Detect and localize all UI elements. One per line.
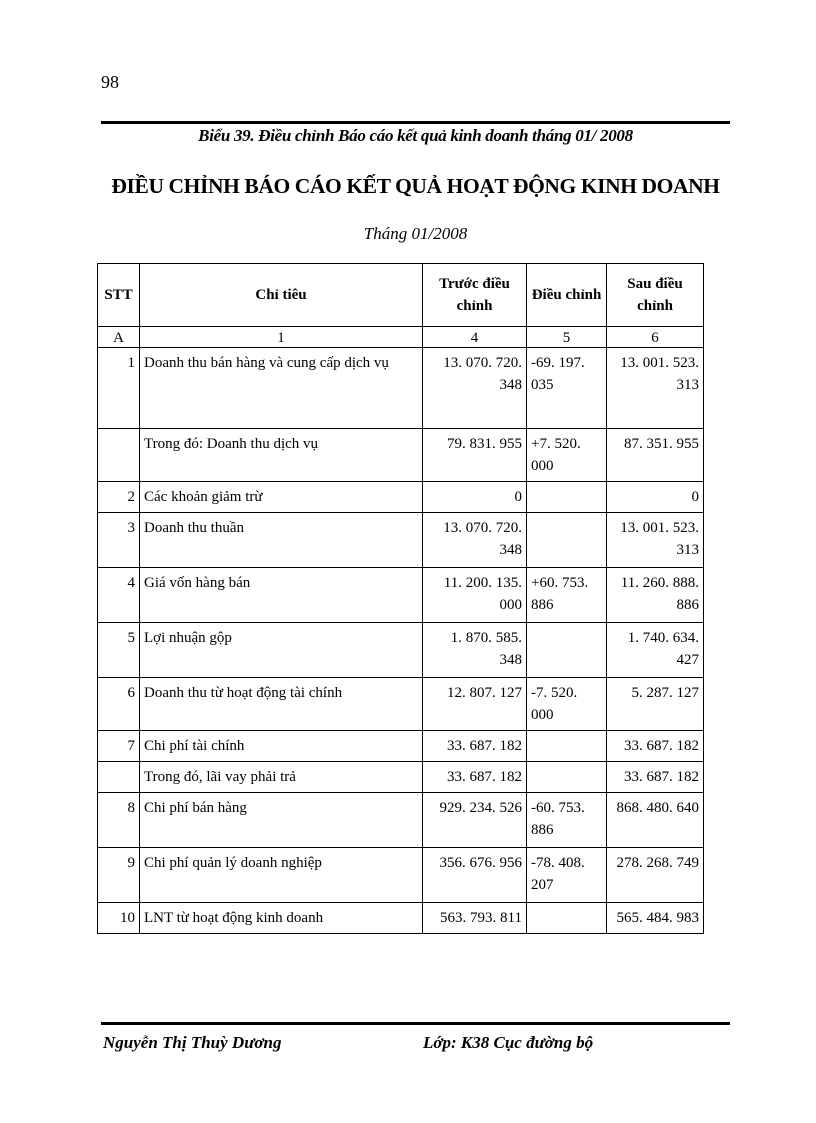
column-number: 1 [140,327,423,348]
row-indicator-cell: Trong đó, lãi vay phải trả [140,762,423,793]
table-row [98,793,704,848]
bottom-divider [101,1022,730,1025]
row-before-cell: 0 [423,482,527,513]
row-after-cell: 33. 687. 182 [607,762,704,793]
row-after-cell: 5. 287. 127 [607,678,704,731]
top-divider [101,121,730,124]
row-before-cell: 79. 831. 955 [423,429,527,482]
table-row [98,568,704,623]
row-after-cell: 33. 687. 182 [607,731,704,762]
row-indicator-cell: Doanh thu bán hàng và cung cấp dịch vụ [140,348,423,429]
table-row [98,678,704,731]
row-before-cell: 563. 793. 811 [423,903,527,934]
column-number: 5 [527,327,607,348]
row-stt-cell [98,429,140,482]
row-stt-cell: 4 [98,568,140,623]
row-indicator-cell: Chi phí quản lý doanh nghiệp [140,848,423,903]
row-adjustment-cell: +7. 520. 000 [527,429,607,482]
row-indicator-cell: LNT từ hoạt động kinh doanh [140,903,423,934]
column-number: A [98,327,140,348]
row-adjustment-cell [527,731,607,762]
table-row [98,623,704,678]
row-stt-cell [98,762,140,793]
row-stt-cell: 3 [98,513,140,568]
row-indicator-cell: Trong đó: Doanh thu dịch vụ [140,429,423,482]
row-adjustment-cell [527,623,607,678]
row-stt-cell: 8 [98,793,140,848]
row-stt-cell: 9 [98,848,140,903]
header-before-adjustment: Trước điều chỉnh [423,264,527,327]
row-indicator-cell: Doanh thu thuần [140,513,423,568]
row-adjustment-cell: -78. 408. 207 [527,848,607,903]
row-before-cell: 13. 070. 720. 348 [423,513,527,568]
row-after-cell: 868. 480. 640 [607,793,704,848]
row-before-cell: 12. 807. 127 [423,678,527,731]
header-indicator: Chỉ tiêu [140,264,423,327]
row-indicator-cell: Chi phí bán hàng [140,793,423,848]
table-row [98,482,704,513]
row-stt-cell: 5 [98,623,140,678]
row-adjustment-cell [527,513,607,568]
header-adjustment: Điều chỉnh [527,264,607,327]
table-row [98,731,704,762]
row-after-cell: 87. 351. 955 [607,429,704,482]
header-after-adjustment: Sau điều chỉnh [607,264,704,327]
footer-class: Lớp: K38 Cục đường bộ [423,1033,594,1052]
row-after-cell: 565. 484. 983 [607,903,704,934]
row-after-cell: 13. 001. 523. 313 [607,513,704,568]
column-number: 6 [607,327,704,348]
row-after-cell: 11. 260. 888. 886 [607,568,704,623]
row-after-cell: 278. 268. 749 [607,848,704,903]
row-indicator-cell: Doanh thu từ hoạt động tài chính [140,678,423,731]
report-table [97,263,704,934]
row-before-cell: 33. 687. 182 [423,731,527,762]
row-adjustment-cell: -7. 520. 000 [527,678,607,731]
row-indicator-cell: Các khoản giảm trừ [140,482,423,513]
column-number: 4 [423,327,527,348]
row-adjustment-cell [527,482,607,513]
table-body [98,348,704,934]
report-period: Tháng 01/2008 [363,224,468,243]
row-stt-cell: 6 [98,678,140,731]
row-before-cell: 11. 200. 135. 000 [423,568,527,623]
row-adjustment-cell: -60. 753. 886 [527,793,607,848]
footer-author: Nguyễn Thị Thuỳ Dương [103,1033,282,1052]
table-row [98,848,704,903]
table-row [98,348,704,429]
report-title: ĐIỀU CHỈNH BÁO CÁO KẾT QUẢ HOẠT ĐỘNG KINH DOANH [111,174,720,198]
table-row [98,762,704,793]
row-stt-cell: 10 [98,903,140,934]
column-number-row [98,327,704,348]
row-indicator-cell: Lợi nhuận gộp [140,623,423,678]
row-stt-cell: 7 [98,731,140,762]
header-stt: STT [98,264,140,327]
row-adjustment-cell [527,762,607,793]
table-row [98,903,704,934]
row-before-cell: 1. 870. 585. 348 [423,623,527,678]
row-adjustment-cell [527,903,607,934]
table-row [98,513,704,568]
row-indicator-cell: Chi phí tài chính [140,731,423,762]
row-before-cell: 13. 070. 720. 348 [423,348,527,429]
row-adjustment-cell: +60. 753. 886 [527,568,607,623]
table-caption: Biểu 39. Điều chỉnh Báo cáo kết quả kinh doanh tháng 01/ 2008 [198,126,633,145]
row-before-cell: 356. 676. 956 [423,848,527,903]
table-row [98,429,704,482]
row-stt-cell: 1 [98,348,140,429]
page-number: 98 [101,72,119,92]
table-header-row [98,264,704,327]
row-adjustment-cell: -69. 197. 035 [527,348,607,429]
row-indicator-cell: Giá vốn hàng bán [140,568,423,623]
row-before-cell: 929. 234. 526 [423,793,527,848]
row-after-cell: 0 [607,482,704,513]
row-stt-cell: 2 [98,482,140,513]
row-after-cell: 13. 001. 523. 313 [607,348,704,429]
row-after-cell: 1. 740. 634. 427 [607,623,704,678]
row-before-cell: 33. 687. 182 [423,762,527,793]
